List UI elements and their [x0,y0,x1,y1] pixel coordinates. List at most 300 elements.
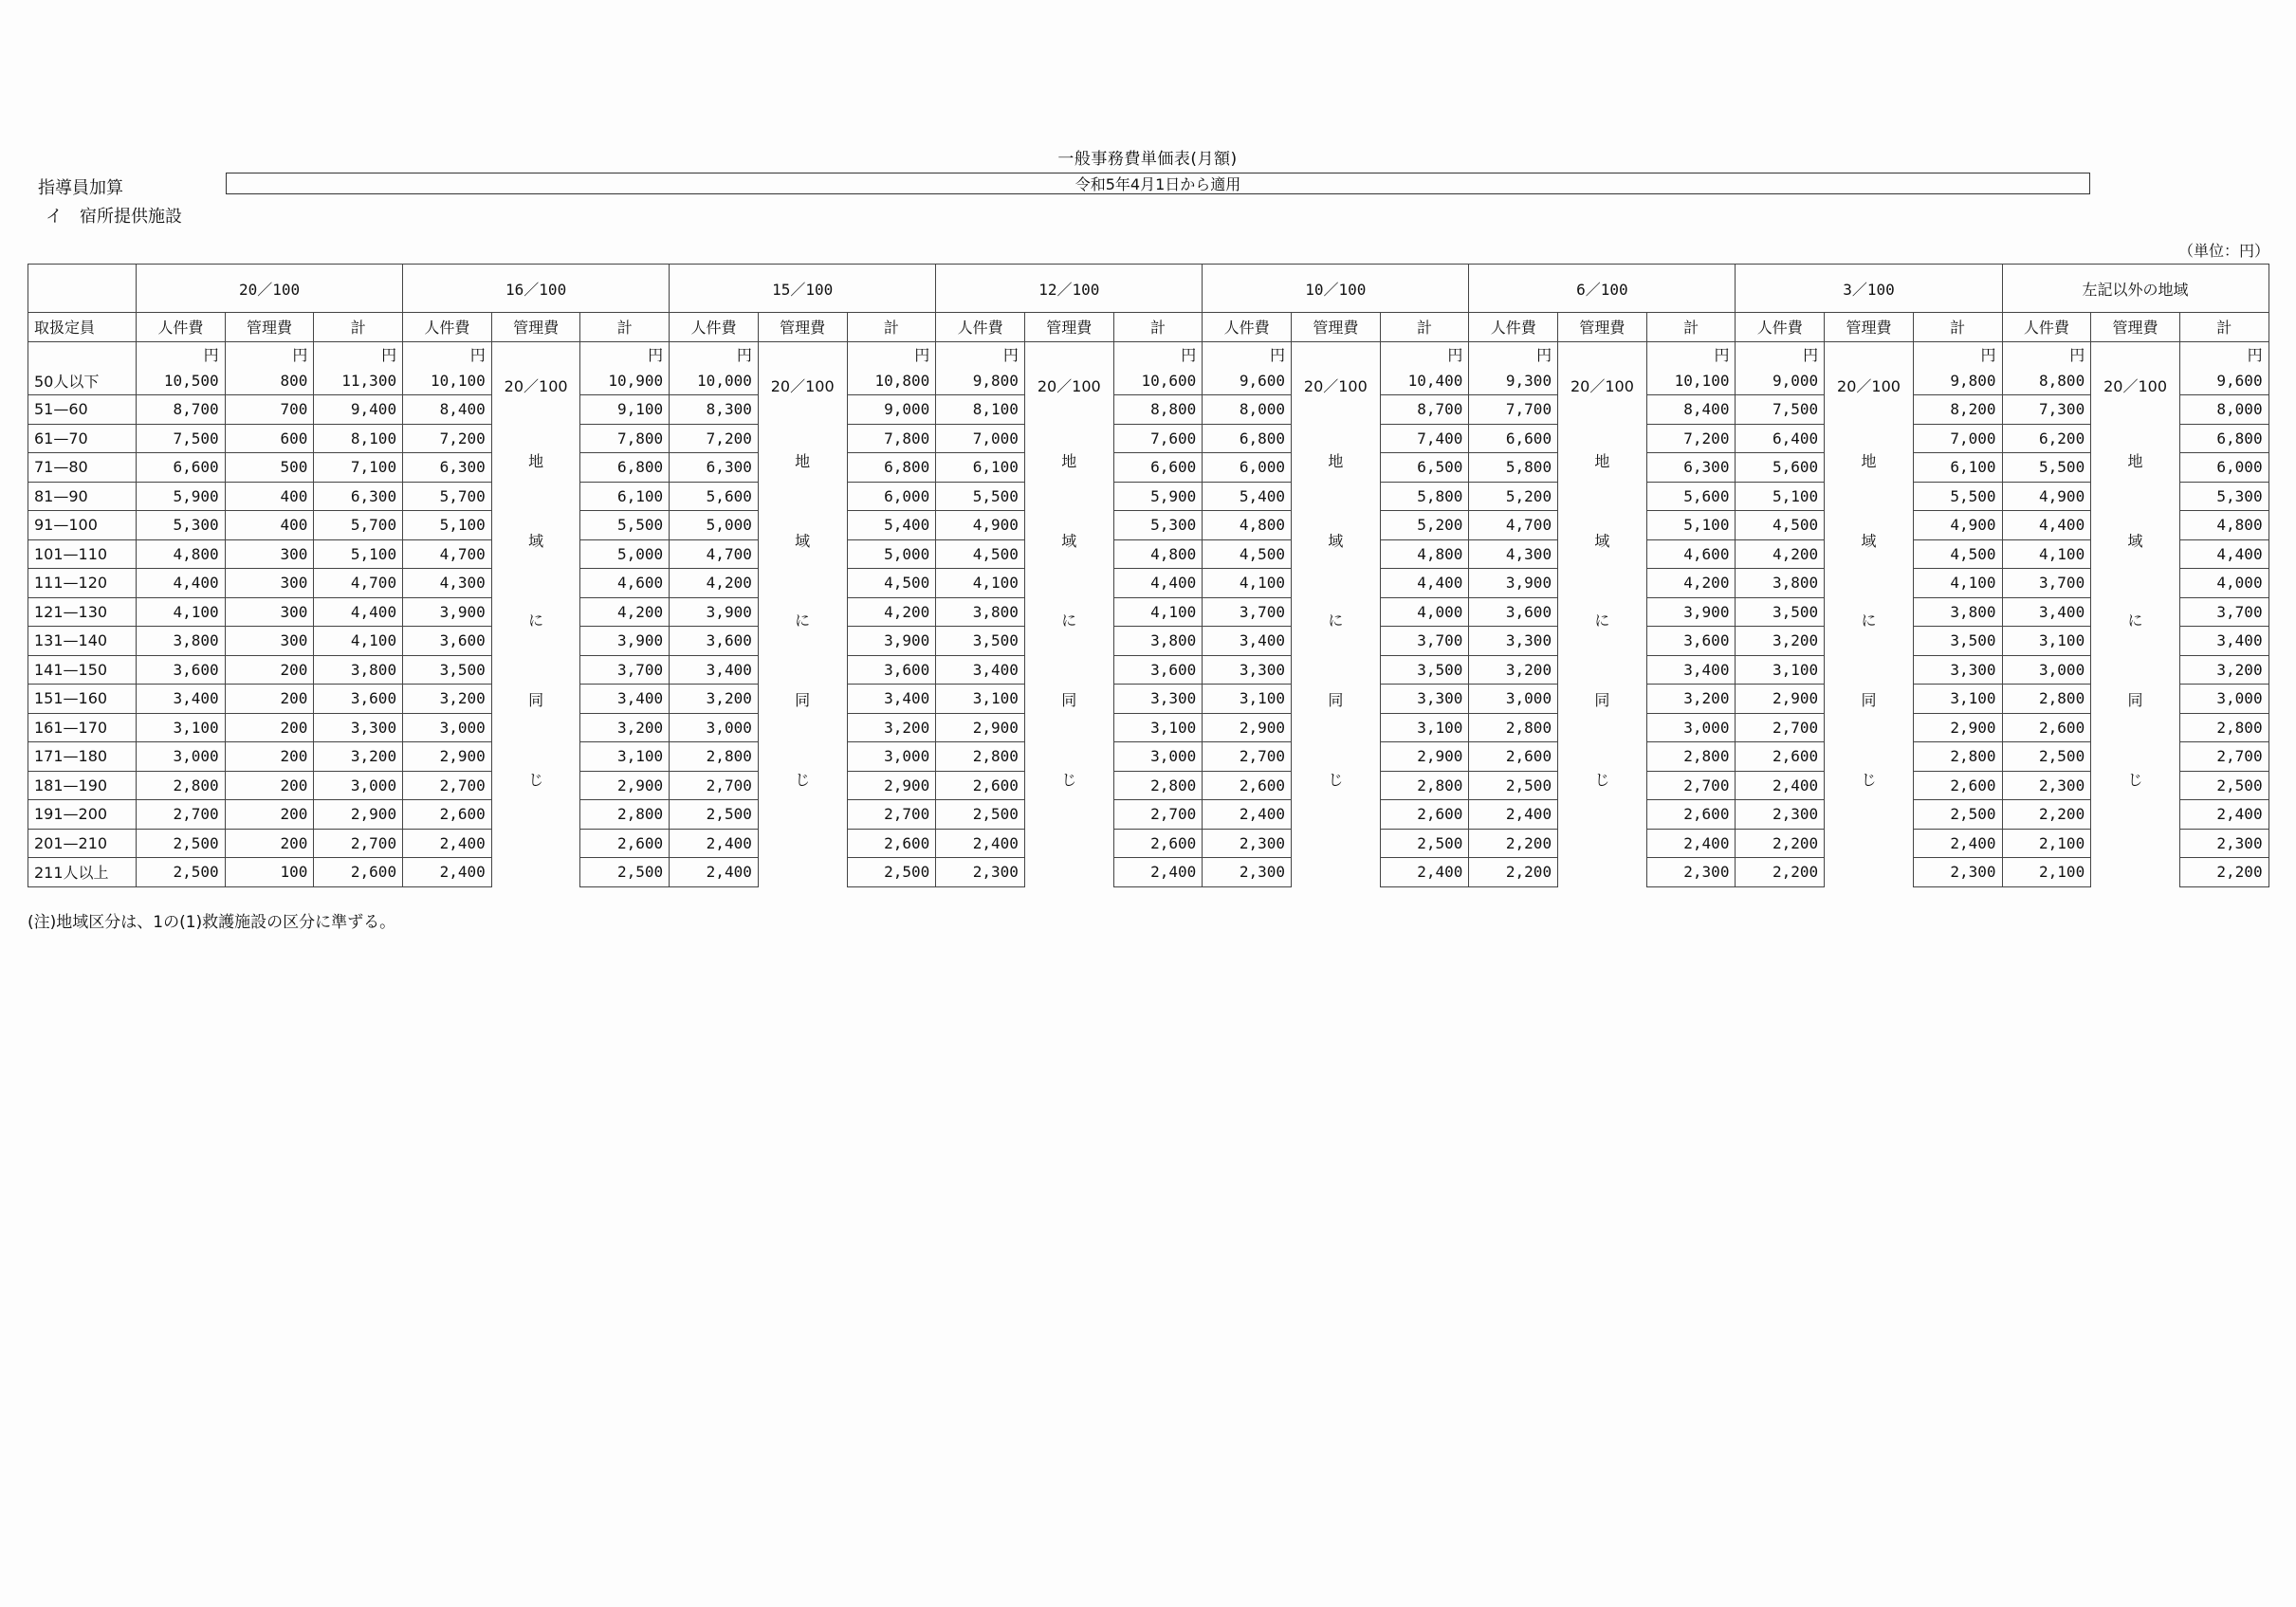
sub-header: 計 [314,313,403,342]
region-header: 12／100 [936,265,1203,313]
total-cell: 2,700 [847,800,936,830]
total-cell: 4,500 [1913,539,2002,569]
total-cell: 5,300 [2179,482,2268,511]
personnel-cost-cell: 2,400 [1203,800,1292,830]
yen-mark: 円 [580,341,670,367]
value-cell: 3,200 [314,742,403,772]
personnel-cost-cell: 4,700 [403,539,492,569]
table-row [28,627,2269,656]
personnel-cost-cell: 2,400 [1469,800,1558,830]
table-row [28,655,2269,685]
personnel-cost-cell: 2,200 [1469,829,1558,858]
total-cell: 3,600 [847,655,936,685]
personnel-cost-cell: 5,200 [1469,482,1558,511]
total-cell: 6,000 [847,482,936,511]
value-cell: 300 [225,627,314,656]
total-cell: 3,500 [1380,655,1469,685]
personnel-cost-cell: 7,200 [403,424,492,453]
region-header: 6／100 [1469,265,1736,313]
personnel-cost-cell: 3,000 [403,713,492,742]
yen-mark: 円 [1913,341,2002,367]
value-cell: 3,300 [314,713,403,742]
personnel-cost-cell: 3,000 [2002,655,2091,685]
merged-mgmt-char: じ [1061,770,1077,789]
total-cell: 2,600 [1913,771,2002,800]
personnel-cost-cell: 9,000 [1736,367,1825,395]
merged-mgmt-char: 域 [1594,531,1610,550]
sub-header: 計 [1113,313,1203,342]
table-row [28,539,2269,569]
sub-header: 管理費 [491,313,580,342]
table-row [28,713,2269,742]
personnel-cost-cell: 5,100 [403,511,492,540]
value-cell: 400 [225,511,314,540]
region-header: 左記以外の地域 [2002,265,2268,313]
value-cell: 200 [225,829,314,858]
merged-mgmt-char: 同 [1061,690,1077,709]
total-cell: 3,800 [1913,597,2002,627]
value-cell: 2,900 [314,800,403,830]
total-cell: 3,300 [1113,685,1203,714]
total-cell: 5,900 [1113,482,1203,511]
total-cell: 7,000 [1913,424,2002,453]
total-cell: 3,900 [580,627,670,656]
total-cell: 4,100 [1113,597,1203,627]
merged-mgmt-char: 地 [528,451,544,470]
total-cell: 3,100 [1380,713,1469,742]
total-cell: 7,800 [847,424,936,453]
sub-header: 管理費 [1825,313,1914,342]
total-cell: 3,000 [1646,713,1736,742]
total-cell: 4,200 [580,597,670,627]
sub-header: 人件費 [2002,313,2091,342]
total-cell: 3,100 [1113,713,1203,742]
personnel-cost-cell: 2,300 [936,858,1025,887]
capacity-label: 211人以上 [28,858,137,887]
merged-mgmt-char: 同 [528,690,544,709]
total-cell: 2,700 [1113,800,1203,830]
personnel-cost-cell: 2,500 [2002,742,2091,772]
total-cell: 2,500 [1913,800,2002,830]
section-label: 指導員加算 [38,178,123,198]
total-cell: 6,600 [1113,453,1203,483]
merged-mgmt-rate: 20／100 [1037,376,1101,395]
total-cell: 3,400 [580,685,670,714]
sub-header: 管理費 [2091,313,2180,342]
yen-mark: 円 [137,341,226,367]
value-cell: 5,900 [137,482,226,511]
sub-header: 計 [580,313,670,342]
total-cell: 2,500 [1380,829,1469,858]
personnel-cost-cell: 3,700 [2002,569,2091,598]
personnel-cost-cell: 4,700 [670,539,759,569]
value-cell: 400 [225,482,314,511]
personnel-cost-cell: 5,000 [670,511,759,540]
yen-mark: 円 [1113,341,1203,367]
total-cell: 3,200 [1646,685,1736,714]
total-cell: 2,200 [2179,858,2268,887]
merged-mgmt-char: 地 [2127,451,2143,470]
personnel-cost-cell: 6,200 [2002,424,2091,453]
value-cell: 5,700 [314,511,403,540]
total-cell: 2,900 [1913,713,2002,742]
personnel-cost-cell: 3,200 [1469,655,1558,685]
merged-mgmt-rate: 20／100 [770,376,835,395]
personnel-cost-cell: 5,500 [936,482,1025,511]
personnel-cost-cell: 8,400 [403,395,492,425]
value-cell: 7,500 [137,424,226,453]
total-cell: 2,900 [580,771,670,800]
total-cell: 9,100 [580,395,670,425]
total-cell: 3,600 [1113,655,1203,685]
personnel-cost-cell: 3,700 [1203,597,1292,627]
sub-header: 管理費 [758,313,847,342]
total-cell: 2,600 [1646,800,1736,830]
total-cell: 3,400 [2179,627,2268,656]
merged-mgmt-char: じ [2127,770,2143,789]
personnel-cost-cell: 3,500 [403,655,492,685]
personnel-cost-cell: 3,900 [403,597,492,627]
region-header: 10／100 [1203,265,1469,313]
capacity-label: 111—120 [28,569,137,598]
personnel-cost-cell: 8,100 [936,395,1025,425]
total-cell: 5,800 [1380,482,1469,511]
table-row [28,800,2269,830]
total-cell: 10,600 [1113,367,1203,395]
capacity-label: 101—110 [28,539,137,569]
personnel-cost-cell: 2,400 [936,829,1025,858]
total-cell: 2,700 [1646,771,1736,800]
capacity-label: 161—170 [28,713,137,742]
personnel-cost-cell: 4,900 [936,511,1025,540]
total-cell: 4,500 [847,569,936,598]
total-cell: 4,400 [1113,569,1203,598]
personnel-cost-cell: 3,100 [936,685,1025,714]
personnel-cost-cell: 3,200 [1736,627,1825,656]
value-cell: 200 [225,713,314,742]
value-cell: 200 [225,655,314,685]
personnel-cost-cell: 5,600 [1736,453,1825,483]
total-cell: 2,500 [580,858,670,887]
value-cell: 500 [225,453,314,483]
merged-mgmt-char: 同 [795,690,811,709]
sub-header: 管理費 [1024,313,1113,342]
merged-mgmt-rate: 20／100 [1570,376,1634,395]
total-cell: 3,000 [847,742,936,772]
sub-header: 計 [1380,313,1469,342]
total-cell: 9,800 [1913,367,2002,395]
value-cell: 200 [225,771,314,800]
total-cell: 4,200 [1646,569,1736,598]
merged-mgmt-char: 地 [795,451,811,470]
table-row [28,569,2269,598]
total-cell: 2,500 [2179,771,2268,800]
total-cell: 8,200 [1913,395,2002,425]
total-cell: 3,200 [2179,655,2268,685]
total-cell: 10,400 [1380,367,1469,395]
capacity-label: 71—80 [28,453,137,483]
personnel-cost-cell: 2,800 [670,742,759,772]
personnel-cost-cell: 9,800 [936,367,1025,395]
merged-mgmt-char: 域 [1861,531,1877,550]
table-row [28,858,2269,887]
yen-mark: 円 [936,341,1025,367]
yen-mark: 円 [314,341,403,367]
capacity-label: 191—200 [28,800,137,830]
table-row [28,511,2269,540]
total-cell: 6,800 [580,453,670,483]
personnel-cost-cell: 2,200 [1469,858,1558,887]
personnel-cost-cell: 2,300 [2002,771,2091,800]
personnel-cost-cell: 2,600 [1736,742,1825,772]
total-cell: 2,400 [1113,858,1203,887]
merged-mgmt-char: 域 [528,531,544,550]
personnel-cost-cell: 4,400 [2002,511,2091,540]
unit-note: （単位：円） [2177,242,2269,260]
total-cell: 2,800 [2179,713,2268,742]
footnote: (注)地域区分は、1の(1)救護施設の区分に準ずる。 [28,913,396,932]
total-cell: 2,300 [2179,829,2268,858]
total-cell: 4,600 [580,569,670,598]
personnel-cost-cell: 2,100 [2002,858,2091,887]
sub-header: 人件費 [1469,313,1558,342]
total-cell: 8,800 [1113,395,1203,425]
sub-header: 人件費 [1736,313,1825,342]
table-row [28,771,2269,800]
personnel-cost-cell: 6,300 [403,453,492,483]
sub-header: 計 [1913,313,2002,342]
total-cell: 2,900 [1380,742,1469,772]
merged-mgmt-char: に [1861,611,1877,630]
value-cell: 2,500 [137,829,226,858]
merged-mgmt-char: に [2127,611,2143,630]
yen-unit-row [28,341,2269,367]
total-cell: 3,400 [847,685,936,714]
total-cell: 3,700 [1380,627,1469,656]
personnel-cost-cell: 3,400 [670,655,759,685]
personnel-cost-cell: 4,300 [403,569,492,598]
personnel-cost-cell: 3,600 [403,627,492,656]
merged-mgmt-char: じ [795,770,811,789]
personnel-cost-cell: 6,100 [936,453,1025,483]
total-cell: 5,400 [847,511,936,540]
total-cell: 6,800 [2179,424,2268,453]
merged-mgmt-char: に [1328,611,1344,630]
value-cell: 4,800 [137,539,226,569]
total-cell: 3,500 [1913,627,2002,656]
sub-header: 管理費 [225,313,314,342]
personnel-cost-cell: 3,200 [670,685,759,714]
total-cell: 3,600 [1646,627,1736,656]
total-cell: 7,200 [1646,424,1736,453]
personnel-cost-cell: 4,200 [1736,539,1825,569]
total-cell: 3,900 [1646,597,1736,627]
merged-mgmt-char: 地 [1328,451,1344,470]
total-cell: 8,400 [1646,395,1736,425]
total-cell: 3,000 [1113,742,1203,772]
personnel-cost-cell: 2,900 [403,742,492,772]
value-cell: 3,100 [137,713,226,742]
personnel-cost-cell: 2,500 [936,800,1025,830]
value-cell: 700 [225,395,314,425]
table-row [28,482,2269,511]
personnel-cost-cell: 3,300 [1469,627,1558,656]
personnel-cost-cell: 3,100 [2002,627,2091,656]
total-cell: 4,000 [2179,569,2268,598]
yen-row-spacer [28,341,137,367]
total-cell: 4,900 [1913,511,2002,540]
table-row [28,742,2269,772]
merged-mgmt-char: 域 [795,531,811,550]
effective-date-text: 令和5年4月1日から適用 [1075,175,1241,193]
personnel-cost-cell: 6,400 [1736,424,1825,453]
personnel-cost-cell: 3,500 [936,627,1025,656]
personnel-cost-cell: 4,100 [1203,569,1292,598]
personnel-cost-cell: 7,200 [670,424,759,453]
personnel-cost-cell: 2,600 [1203,771,1292,800]
page-title: 一般事務費単価表(月額) [1057,150,1238,169]
merged-mgmt-char: 域 [2127,531,2143,550]
personnel-cost-cell: 2,300 [1736,800,1825,830]
value-cell: 2,700 [314,829,403,858]
personnel-cost-cell: 2,400 [403,858,492,887]
sub-header: 人件費 [1203,313,1292,342]
personnel-cost-cell: 3,000 [670,713,759,742]
value-cell: 300 [225,597,314,627]
personnel-cost-cell: 2,800 [2002,685,2091,714]
value-cell: 600 [225,424,314,453]
total-cell: 4,800 [2179,511,2268,540]
personnel-cost-cell: 10,100 [403,367,492,395]
merged-mgmt-rate: 20／100 [1837,376,1901,395]
yen-mark: 円 [1646,341,1736,367]
header-corner [28,265,137,313]
total-cell: 2,600 [1113,829,1203,858]
merged-mgmt-char: じ [1328,770,1344,789]
personnel-cost-cell: 2,500 [1469,771,1558,800]
total-cell: 9,600 [2179,367,2268,395]
personnel-cost-cell: 7,500 [1736,395,1825,425]
total-cell: 2,800 [1646,742,1736,772]
total-cell: 6,800 [847,453,936,483]
personnel-cost-cell: 2,200 [1736,829,1825,858]
total-cell: 5,500 [1913,482,2002,511]
yen-mark: 円 [1203,341,1292,367]
personnel-cost-cell: 2,400 [670,829,759,858]
total-cell: 9,000 [847,395,936,425]
total-cell: 3,800 [1113,627,1203,656]
personnel-cost-cell: 10,000 [670,367,759,395]
value-cell: 3,400 [137,685,226,714]
value-cell: 2,800 [137,771,226,800]
personnel-cost-cell: 3,900 [1469,569,1558,598]
personnel-cost-cell: 2,400 [1736,771,1825,800]
personnel-cost-cell: 4,500 [936,539,1025,569]
total-cell: 5,000 [847,539,936,569]
merged-mgmt-char: に [1061,611,1077,630]
personnel-cost-cell: 2,600 [936,771,1025,800]
total-cell: 4,100 [1913,569,2002,598]
personnel-cost-cell: 2,600 [403,800,492,830]
header-region-row [28,265,2269,313]
personnel-cost-cell: 3,600 [1469,597,1558,627]
value-cell: 4,400 [137,569,226,598]
sub-header: 計 [2179,313,2268,342]
value-cell: 3,800 [137,627,226,656]
capacity-label: 131—140 [28,627,137,656]
total-cell: 5,600 [1646,482,1736,511]
personnel-cost-cell: 2,800 [936,742,1025,772]
total-cell: 3,700 [2179,597,2268,627]
merged-mgmt-char: じ [1594,770,1610,789]
total-cell: 4,800 [1380,539,1469,569]
total-cell: 2,500 [847,858,936,887]
total-cell: 6,000 [2179,453,2268,483]
total-cell: 10,800 [847,367,936,395]
personnel-cost-cell: 3,600 [670,627,759,656]
table-row [28,453,2269,483]
merged-mgmt-rate: 20／100 [1303,376,1368,395]
sub-header: 計 [847,313,936,342]
total-cell: 3,300 [1913,655,2002,685]
personnel-cost-cell: 2,900 [1736,685,1825,714]
merged-mgmt-rate: 20／100 [504,376,568,395]
value-cell: 3,800 [314,655,403,685]
yen-mark: 円 [1380,341,1469,367]
region-header: 20／100 [137,265,403,313]
yen-mark: 円 [1736,341,1825,367]
personnel-cost-cell: 2,300 [1203,829,1292,858]
personnel-cost-cell: 2,700 [1736,713,1825,742]
personnel-cost-cell: 4,500 [1203,539,1292,569]
value-cell: 5,300 [137,511,226,540]
personnel-cost-cell: 9,300 [1469,367,1558,395]
total-cell: 4,000 [1380,597,1469,627]
total-cell: 3,000 [2179,685,2268,714]
personnel-cost-cell: 7,300 [2002,395,2091,425]
yen-mark: 円 [403,341,492,367]
value-cell: 2,600 [314,858,403,887]
total-cell: 3,700 [580,655,670,685]
personnel-cost-cell: 4,700 [1469,511,1558,540]
sub-header: 管理費 [1292,313,1381,342]
personnel-cost-cell: 3,400 [936,655,1025,685]
personnel-cost-cell: 2,700 [1203,742,1292,772]
capacity-label: 121—130 [28,597,137,627]
personnel-cost-cell: 3,300 [1203,655,1292,685]
total-cell: 10,900 [580,367,670,395]
header-sub-row [28,313,2269,342]
personnel-cost-cell: 9,600 [1203,367,1292,395]
personnel-cost-cell: 5,600 [670,482,759,511]
total-cell: 4,600 [1646,539,1736,569]
value-cell: 4,400 [314,597,403,627]
total-cell: 4,200 [847,597,936,627]
value-cell: 10,500 [137,367,226,395]
total-cell: 6,100 [580,482,670,511]
region-header: 3／100 [1736,265,2002,313]
sub-section-label: イ 宿所提供施設 [46,207,182,227]
personnel-cost-cell: 2,700 [403,771,492,800]
merged-mgmt-char: 同 [1861,690,1877,709]
personnel-cost-cell: 2,400 [403,829,492,858]
total-cell: 3,100 [580,742,670,772]
personnel-cost-cell: 6,600 [1469,424,1558,453]
value-cell: 7,100 [314,453,403,483]
total-cell: 6,500 [1380,453,1469,483]
personnel-cost-cell: 3,100 [1736,655,1825,685]
merged-mgmt-rate: 20／100 [2103,376,2167,395]
